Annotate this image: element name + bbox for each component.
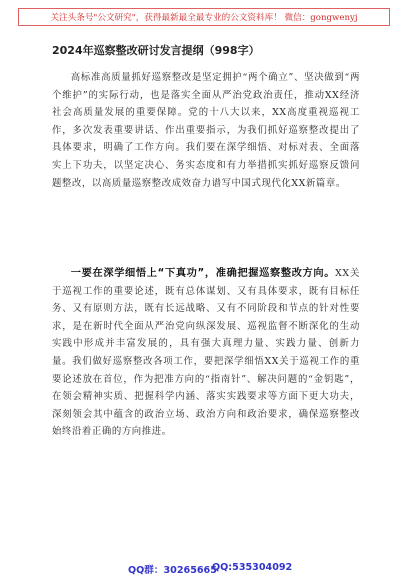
paragraph-intro: 高标准高质量抓好巡察整改是坚定拥护“两个确立”、坚决做到“两个维护”的实际行动，也是落实全面从严治党政治责任，推动XX经济社会高质量发展的重要保障。党的十八大以来，XX高度重视巡视工作，多次发表重要讲话、作出重要指示，为我们抓好巡察整改提出了具体要求，明确了工作方向。我们要在深学细悟、对标对表、全面落实上下功夫，以坚定决心、务实态度和有力举措抓实抓好巡察反馈问题整改，以高质量巡察整改成效奋力谱写中国式现代化XX新篇章。 xyxy=(52,72,360,189)
header-banner: 关注头条号"公文研究"，获得最新最全最专业的公文资料库！ 微信：gongwenyj xyxy=(18,8,390,26)
footer xyxy=(0,562,408,576)
paragraph-section-one xyxy=(52,265,360,441)
section-heading: 一要在深学细悟上“下真功”，准确把握巡察整改方向。 xyxy=(70,268,336,279)
footer-qq-contact: QQ:535304092 xyxy=(212,562,293,573)
footer-qq-group: QQ群：30265665 xyxy=(128,565,217,576)
section-body: XX关于巡视工作的重要论述，既有总体谋划、又有具体要求，既有目标任务、又有原则方法，既有长远战略、又有不同阶段和节点的针对性要求，是在新时代全面从严治党向纵深发展、巡视监督不断深化的生动实践中形成并丰富发展的，具有强大真理力量、实践力量、创新力量。我们做好巡察整改各项工作，要把深学细悟XX关于巡视工作的重要论述放在首位，作为把准方向的“指南针”、解决问题的“金钥匙”，在领会精神实质、把握科学内涵、落实实践要求等方面下更大功夫，深刻领会其中蕴含的政治立场、政治方向和政治要求，确保巡察整改始终沿着正确的方向推进。 xyxy=(52,268,360,438)
document-title: 2024年巡察整改研讨发言提纲（998字） xyxy=(52,44,260,57)
